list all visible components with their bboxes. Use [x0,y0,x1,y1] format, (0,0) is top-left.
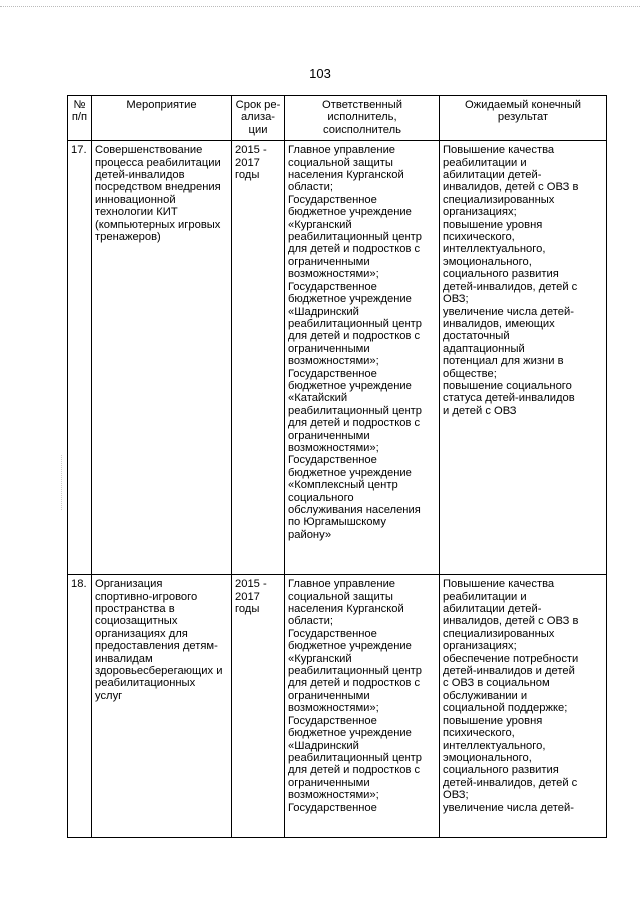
text-line: социального [288,491,354,504]
text-line: обеспечение потребности [443,652,579,665]
text-line: возможностями»; [288,268,379,281]
text-line: реабилитации и [443,156,527,169]
table-row [68,141,607,575]
text-line: возможностями»; [288,702,379,715]
text-line: Организация [95,578,163,591]
row-result [440,575,607,838]
text-line: услуг [95,689,123,702]
text-line: организациях для [95,627,188,640]
text-line: Государственное [288,627,377,640]
text-line: абилитации детей- [443,169,542,182]
text-line: Ответственный [322,99,402,111]
text-line: «Шадринский [288,739,359,752]
text-line: Главное управление [288,578,396,591]
header-term [232,96,285,141]
text-line: инвалидов, детей с ОВЗ в [443,615,579,628]
table-header-row [68,96,607,141]
text-line: Срок ре- [235,99,281,111]
row-result [440,141,607,575]
text-line: Государственное [288,454,377,467]
text-line: № [73,99,86,111]
text-line: тренажеров) [95,231,161,244]
text-line: (компьютерных игровых [95,218,221,231]
text-line: предоставления детям- [95,640,218,653]
text-line: детей-инвалидов, детей с [443,776,578,789]
text-line: социальной поддержке; [443,702,568,715]
text-line: 2017 [235,590,260,603]
text-line: пространства в [95,603,175,616]
row-responsible [285,575,440,838]
text-line: ограниченными [288,776,370,789]
text-line: спортивно-игрового [95,590,198,603]
text-line: Государственное [288,280,377,293]
text-line: эмоционального, [443,255,532,268]
text-line: для детей и подростков с [288,764,421,777]
text-line: эмоционального, [443,751,532,764]
text-line: для детей и подростков с [288,417,421,430]
text-line: годы [235,169,260,182]
text-line: ограниченными [288,255,370,268]
text-line: бюджетное учреждение [288,379,412,392]
text-line: социального развития [443,268,559,281]
page-number: 103 [309,66,331,81]
text-line: ограниченными [288,429,370,442]
text-line: населения Курганской [288,169,404,182]
text-line: и детей с ОВЗ [443,404,517,417]
text-line: статуса детей-инвалидов [443,392,575,405]
text-line: обслуживании и [443,689,528,702]
text-line: увеличение числа детей- [443,305,574,318]
text-line: Мероприятие [126,99,197,111]
text-line: по Юргамышскому [288,516,386,529]
text-line: интеллектуального, [443,739,546,752]
text-line: социальной защиты [288,590,393,603]
text-line: Совершенствование [95,144,203,157]
text-line: процесса реабилитации [95,156,221,169]
text-line: организациях; [443,206,517,219]
text-line: ограниченными [288,342,370,355]
text-line: посредством внедрения [95,181,221,194]
text-line: возможностями»; [288,355,379,368]
text-line: реабилитации и [443,590,527,603]
text-line: с ОВЗ в социальном [443,677,550,690]
text-line: инвалидам [95,652,153,665]
measures-table [67,95,607,838]
text-line: организациях; [443,640,517,653]
text-line: ограниченными [288,689,370,702]
text-line: обществе; [443,367,497,380]
text-line: здоровьесберегающих и [95,665,223,678]
text-line: адаптационный [443,342,525,355]
table-row [68,575,607,838]
text-line: району» [288,528,332,541]
text-line: «Шадринский [288,305,359,318]
text-line: детей-инвалидов, детей с [443,280,578,293]
text-line: Государственное [288,714,377,727]
text-line: Государственное [288,367,377,380]
text-line: возможностями»; [288,789,379,802]
row-event [92,141,232,575]
text-line: социозащитных [95,615,178,628]
text-line: для детей и подростков с [288,677,421,690]
text-line: Главное управление [288,144,396,157]
scan-top-edge [0,6,640,7]
text-line: бюджетное учреждение [288,466,412,479]
text-line: интеллектуального, [443,243,546,256]
header-responsible [285,96,440,141]
text-line: реабилитационный центр [288,231,422,244]
text-line: инвалидов, имеющих [443,317,555,330]
text-line: Повышение качества [443,144,555,157]
row-responsible [285,141,440,575]
text-line: населения Курганской [288,603,404,616]
text-line: «Комплексный центр [288,479,398,492]
text-line: повышение уровня [443,218,543,231]
row-term [232,575,285,838]
text-line: «Катайский [288,392,348,405]
text-line: бюджетное учреждение [288,640,412,653]
text-line: детей-инвалидов и детей [443,665,575,678]
text-line: психического, [443,727,515,740]
text-line: реабилитационный центр [288,665,422,678]
text-line: повышение социального [443,379,572,392]
text-line: детей-инвалидов [95,169,185,182]
text-line: бюджетное учреждение [288,206,412,219]
text-line: исполнитель, [327,111,397,124]
text-line: достаточный [443,330,510,343]
text-line: п/п [71,111,88,124]
text-line: инновационной [95,193,176,206]
text-line: ОВЗ; [443,789,469,802]
text-line: «Курганский [288,218,352,231]
text-line: ОВЗ; [443,293,469,306]
text-line: области; [288,181,333,194]
text-line: ализа- [240,111,276,124]
text-line: реабилитационных [95,677,196,690]
text-line: технологии КИТ [95,206,178,219]
text-line: для детей и подростков с [288,330,421,343]
text-line: реабилитационный центр [288,317,422,330]
text-line: ции [248,123,268,136]
text-line: возможностями»; [288,441,379,454]
text-line: Повышение качества [443,578,555,591]
text-line: 2015 - [235,144,267,157]
header-num [68,96,92,141]
text-line: 2015 - [235,578,267,591]
text-line: социального развития [443,764,559,777]
text-line: Государственное [288,801,377,814]
row-term [232,141,285,575]
text-line: повышение уровня [443,714,543,727]
text-line: «Курганский [288,652,352,665]
text-line: реабилитационный центр [288,404,422,417]
text-line: годы [235,603,260,616]
text-line: области; [288,615,333,628]
text-line: результат [497,111,549,124]
text-line: специализированных [443,193,555,206]
row-number: 18. [68,575,92,838]
text-line: специализированных [443,627,555,640]
text-line: бюджетное учреждение [288,293,412,306]
header-result [440,96,607,141]
text-line: соисполнитель [323,123,401,136]
text-line: потенциал для жизни в [443,355,564,368]
text-line: реабилитационный центр [288,751,422,764]
text-line: для детей и подростков с [288,243,421,256]
text-line: социальной защиты [288,156,393,169]
text-line: 2017 [235,156,260,169]
header-event [92,96,232,141]
text-line: Государственное [288,193,377,206]
text-line: психического, [443,231,515,244]
text-line: увеличение числа детей- [443,801,574,814]
text-line: бюджетное учреждение [288,727,412,740]
text-line: обслуживания населения [288,504,421,516]
text-line: инвалидов, детей с ОВЗ в [443,181,579,194]
text-line: Ожидаемый конечный [464,99,582,111]
row-event [92,575,232,838]
row-number: 17. [68,141,92,575]
scan-artifact [61,455,63,510]
text-line: абилитации детей- [443,603,542,616]
